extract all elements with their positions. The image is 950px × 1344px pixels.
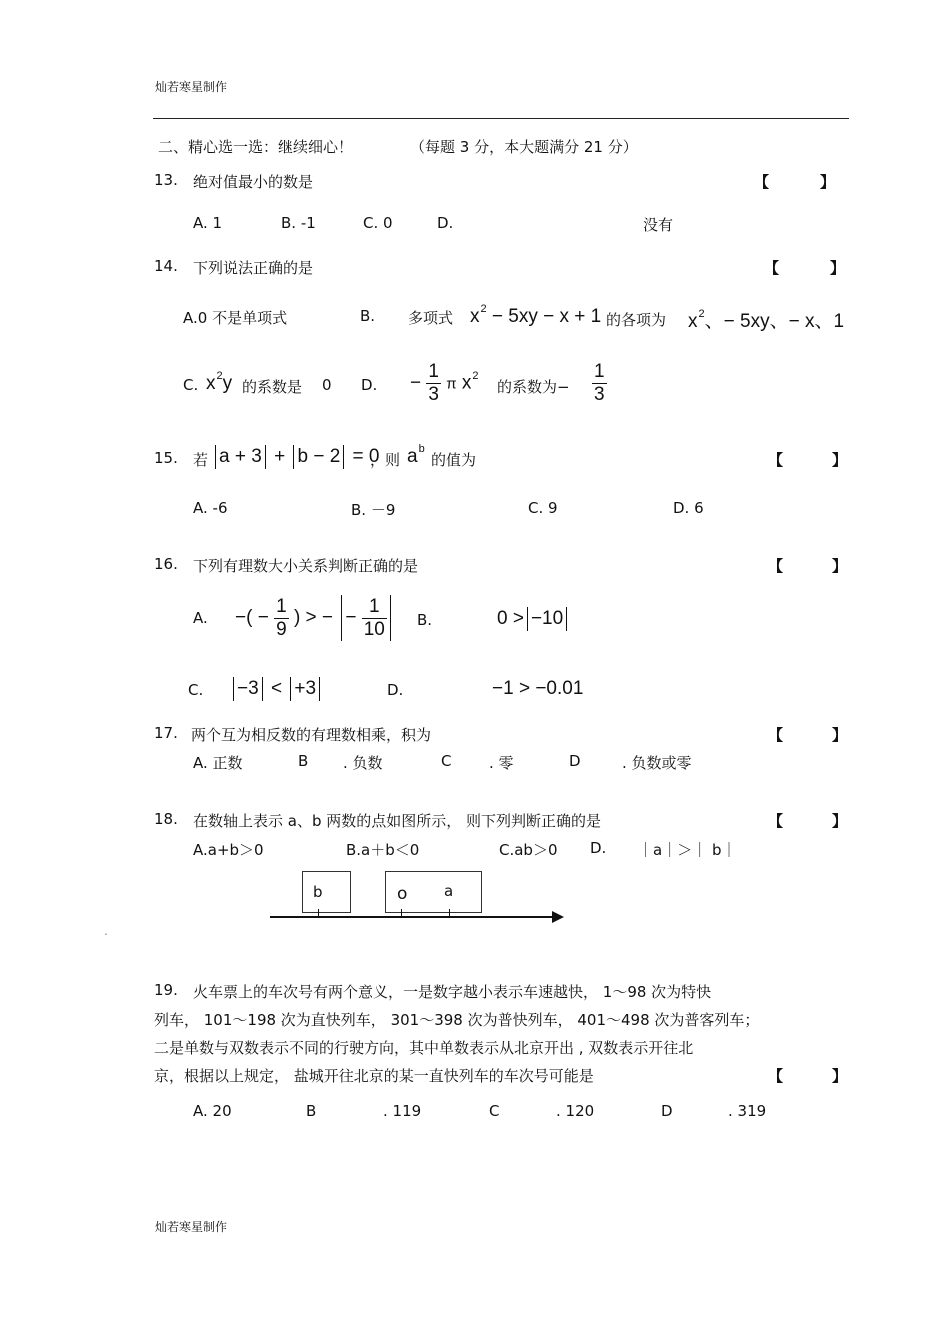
q14-option-c: C.: [183, 376, 199, 394]
q14-option-b-terms: $x^2$、− 5xy、− x、1: [688, 308, 845, 332]
q19-option-c-text: . 120: [556, 1102, 595, 1120]
q17-option-d-text: . 负数或零: [622, 754, 692, 772]
header-rule: [153, 118, 849, 119]
q16-bracket-close: 】: [832, 557, 848, 575]
q13-bracket-close: 】: [820, 173, 836, 191]
q16-option-b-expr: 0 > −10: [497, 607, 570, 631]
number-line-box-b: [302, 871, 351, 913]
q13-bracket-open: 【: [754, 173, 770, 191]
q14-bracket-open: 【: [764, 259, 780, 277]
number-line-tick-a: [449, 909, 450, 917]
stray-dot: .: [104, 924, 108, 938]
q17-option-c-text: . 零: [489, 754, 514, 772]
q13-option-d-text: 没有: [643, 216, 674, 234]
q15-option-c: C. 9: [528, 499, 558, 517]
q19-bracket-close: 】: [832, 1067, 848, 1085]
q17-number: 17.: [154, 724, 178, 742]
number-line-label-a: a: [444, 882, 454, 900]
header-maker: 灿若寒星制作: [155, 80, 228, 94]
q15-equation: a + 3 + b − 2 = 0: [212, 445, 380, 469]
q16-bracket-open: 【: [768, 557, 784, 575]
q14-option-c-value: 0: [322, 376, 332, 394]
q14-option-c-text: 的系数是: [242, 378, 303, 396]
q18-bracket-open: 【: [768, 812, 784, 830]
q14-option-d-text: 的系数为−: [497, 378, 570, 396]
q14-bracket-close: 】: [830, 259, 846, 277]
q16-option-d: D.: [387, 681, 404, 699]
q13-option-a: A. 1: [193, 214, 223, 232]
q19-line1: 火车票上的车次号有两个意义，一是数字越小表示车速越快， 1～98 次为特快: [193, 983, 712, 1001]
q16-option-c: C.: [188, 681, 204, 699]
q18-option-b: B.a＋b＜0: [346, 841, 420, 859]
q19-option-c: C: [489, 1102, 500, 1120]
q15-bracket-close: 】: [832, 451, 848, 469]
q15-bracket-open: 【: [768, 451, 784, 469]
q17-option-b-text: . 负数: [343, 754, 383, 772]
q13-option-b: B. -1: [281, 214, 316, 232]
q14-option-d-answer: $\frac{1}{3}$: [594, 361, 605, 405]
q19-option-b: B: [306, 1102, 317, 1120]
q18-option-c: C.ab＞0: [499, 841, 558, 859]
number-line-label-b: b: [313, 883, 323, 901]
q18-stem: 在数轴上表示 a、b 两数的点如图所示， 则下列判断正确的是: [193, 812, 602, 830]
q13-option-d: D.: [437, 214, 454, 232]
q14-stem: 下列说法正确的是: [193, 259, 314, 277]
q19-option-a: A. 20: [193, 1102, 232, 1120]
q14-option-d: D.: [361, 376, 378, 394]
q18-option-d-text: ｜a｜＞｜ b｜: [638, 841, 737, 859]
q14-option-b-text: 多项式: [408, 309, 454, 327]
q19-line3: 二是单数与双数表示不同的行驶方向，其中单数表示从北京开出 , 双数表示开往北: [154, 1039, 694, 1057]
q15-stem-post: 的值为: [431, 451, 477, 469]
q17-option-b: B: [298, 752, 309, 770]
q14-option-d-term: − $\frac{1}{3}$ π $x^2$: [410, 361, 479, 405]
q14-option-c-term: $x^2y$: [206, 370, 233, 394]
section-title: 二、精心选一选：继续细心！: [158, 138, 354, 156]
q17-stem: 两个互为相反数的有理数相乘，积为: [191, 726, 432, 744]
q19-option-d: D: [661, 1102, 673, 1120]
q18-option-d: D.: [590, 839, 607, 857]
q16-option-b: B.: [417, 611, 433, 629]
q18-option-a: A.a+b＞0: [193, 841, 264, 859]
q15-option-d: D. 6: [673, 499, 704, 517]
q16-number: 16.: [154, 555, 178, 573]
q19-number: 19.: [154, 981, 178, 999]
q18-number: 18.: [154, 810, 178, 828]
q14-option-b-polynomial: $x^2 - 5xy - x + 1$: [470, 303, 602, 327]
q15-number: 15.: [154, 449, 178, 467]
q15-option-b: B. －9: [351, 501, 396, 519]
q16-option-a-expr: −( − $\frac{1}{9}$ ) > − − $\frac{1}{10}$: [235, 595, 394, 641]
q17-bracket-close: 】: [832, 726, 848, 744]
q15-power: $a^b$: [407, 443, 425, 467]
q18-bracket-close: 】: [832, 812, 848, 830]
q14-number: 14.: [154, 257, 178, 275]
number-line-tick-o: [401, 909, 402, 917]
q15-stem-pre: 若: [193, 451, 209, 469]
q14-option-b: B.: [360, 307, 376, 325]
number-line-axis: [270, 916, 556, 918]
q16-option-d-expr: −1 > −0.01: [492, 678, 584, 699]
q16-option-a: A.: [193, 609, 208, 627]
q13-option-c: C. 0: [363, 214, 393, 232]
q19-line2: 列车， 101～198 次为直快列车， 301～398 次为普快列车， 401～498 次为普客列车；: [154, 1011, 760, 1029]
q19-option-b-text: . 119: [383, 1102, 422, 1120]
q14-option-a: A.0 不是单项式: [183, 309, 288, 327]
number-line-arrow-icon: [552, 911, 564, 923]
q16-option-c-expr: −3 < +3: [230, 677, 323, 701]
q17-bracket-open: 【: [768, 726, 784, 744]
number-line-tick-b: [318, 909, 319, 917]
q19-line4: 京，根据以上规定， 盐城开往北京的某一直快列车的车次号可能是: [154, 1067, 594, 1085]
number-line-label-o: o: [397, 884, 408, 904]
q17-option-d: D: [569, 752, 581, 770]
section-scoring: （每题 3 分，本大题满分 21 分）: [410, 138, 638, 156]
q15-option-a: A. -6: [193, 499, 228, 517]
q19-option-d-text: . 319: [728, 1102, 767, 1120]
q17-option-a: A. 正数: [193, 754, 243, 772]
q17-option-c: C: [441, 752, 452, 770]
q16-stem: 下列有理数大小关系判断正确的是: [193, 557, 419, 575]
q13-stem: 绝对值最小的数是: [193, 173, 314, 191]
q14-option-b-text2: 的各项为: [606, 311, 667, 329]
q15-comma: ，则: [370, 451, 401, 469]
q19-bracket-open: 【: [768, 1067, 784, 1085]
q13-number: 13.: [154, 171, 178, 189]
footer-maker: 灿若寒星制作: [155, 1220, 228, 1234]
